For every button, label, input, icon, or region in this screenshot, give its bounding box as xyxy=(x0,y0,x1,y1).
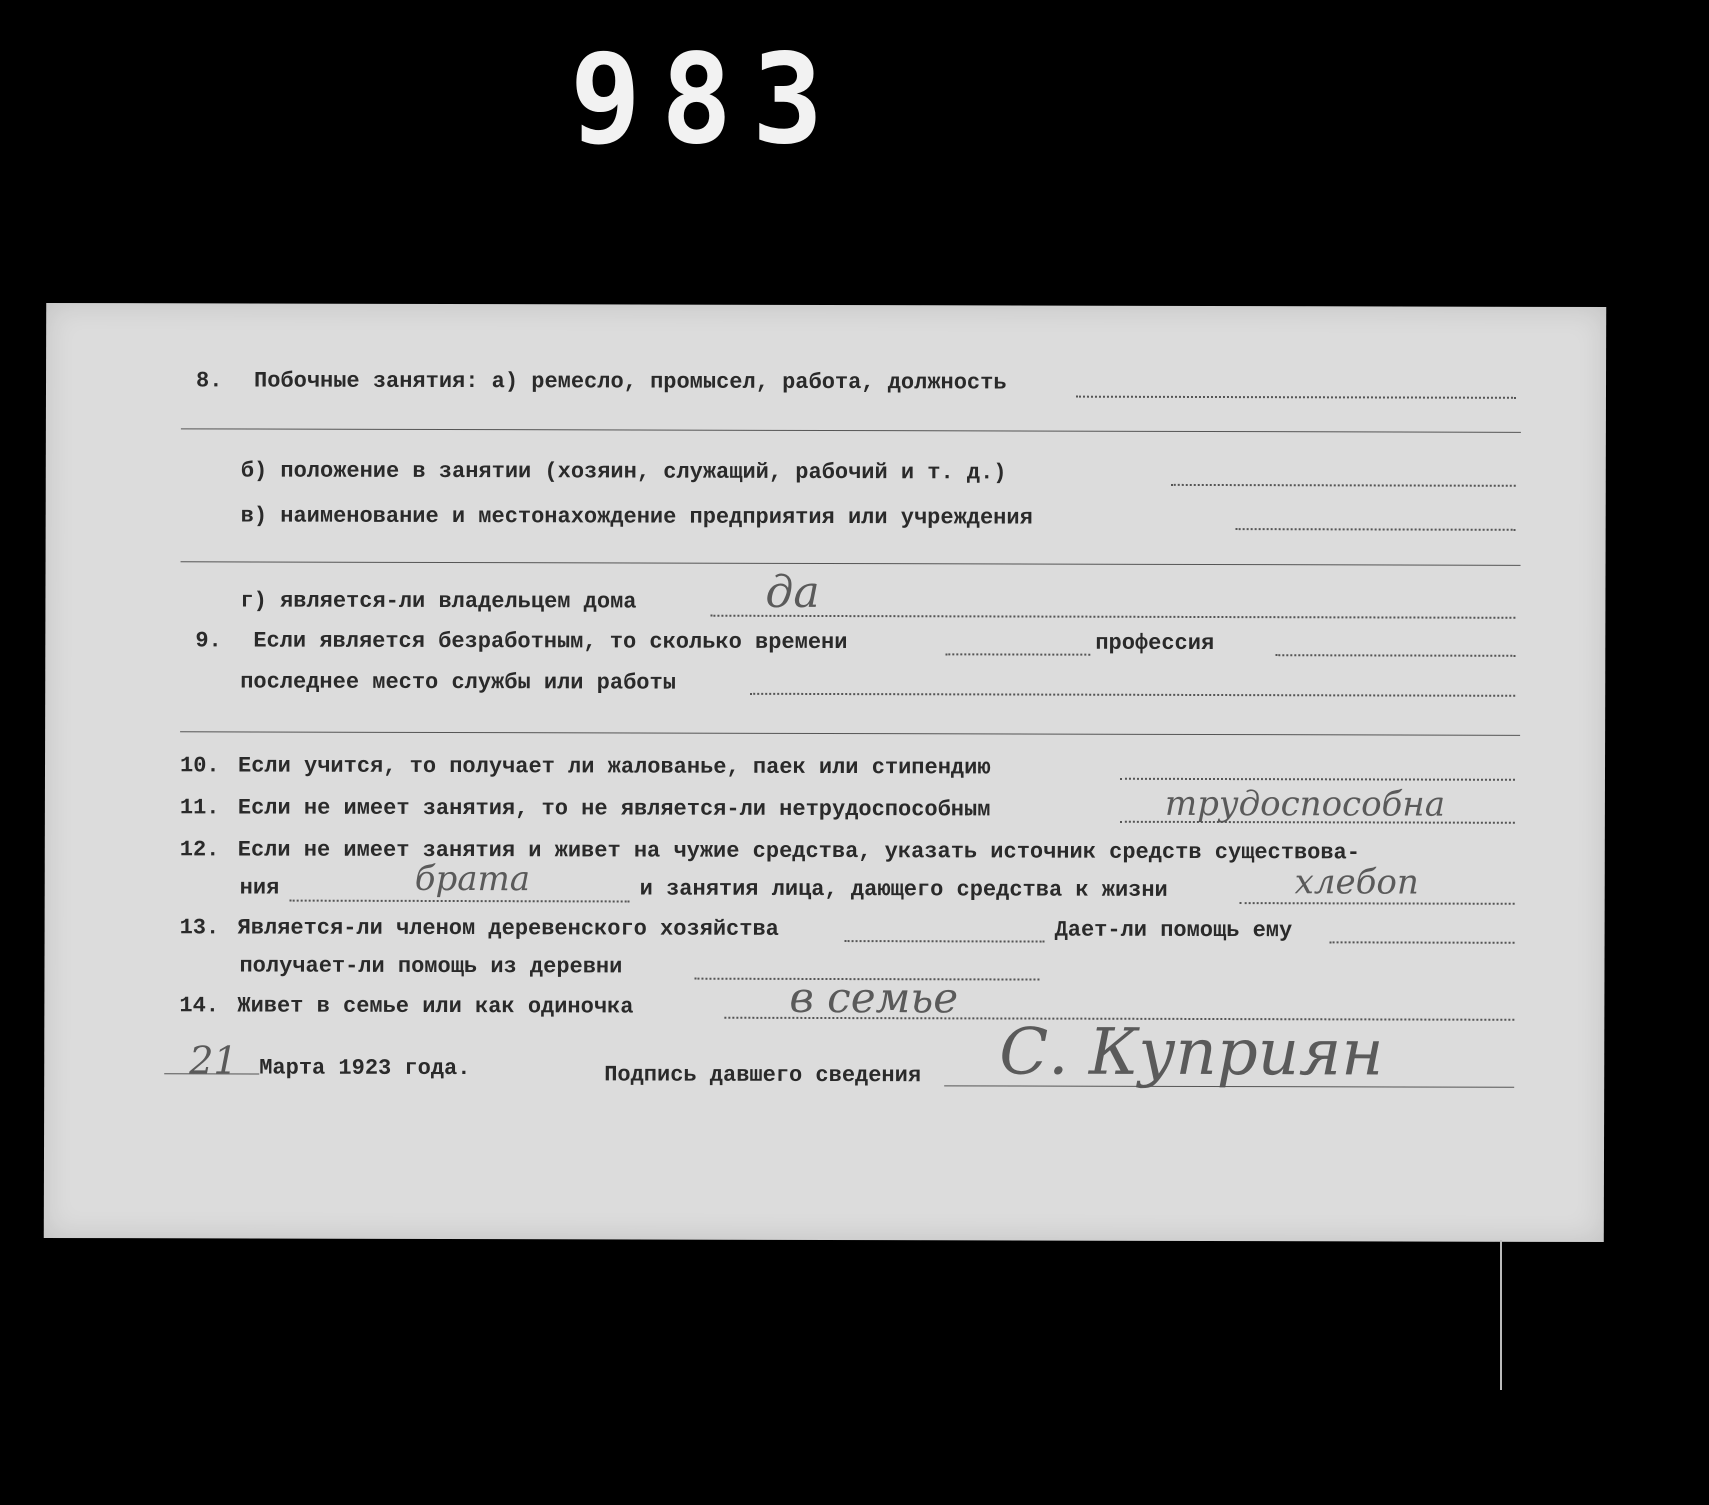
q9-profession-line xyxy=(1275,654,1515,657)
q13-receive-label: получает-ли помощь из деревни xyxy=(239,953,623,980)
q14-answer: в семье xyxy=(789,972,959,1023)
q11-row xyxy=(180,795,991,822)
q8-answer-line xyxy=(1076,396,1516,399)
q8-row xyxy=(196,368,1007,395)
q11-number: 11. xyxy=(179,795,220,821)
q9-lastplace-label: последнее место службы или работы xyxy=(240,669,676,696)
q8g-row xyxy=(240,588,636,614)
q12-provider-row xyxy=(640,877,1168,903)
q9-profession-row xyxy=(1095,631,1214,656)
q8b-label: б) положение в занятии (хозяин, служащий, рабочий и т. д.) xyxy=(240,458,1007,486)
q12-cont-row xyxy=(240,875,280,900)
q12-provider-line xyxy=(1240,902,1515,905)
q13-number: 13. xyxy=(179,915,220,941)
q8v-label: в) наименование и местонахождение предприятия или учреждения xyxy=(240,503,1033,531)
date-day-line xyxy=(164,1073,259,1074)
q9-time-line xyxy=(945,653,1090,655)
date-row xyxy=(259,1056,470,1082)
q8-continuation-line xyxy=(181,428,1521,433)
q12-answer-provider: хлебоп xyxy=(1294,862,1419,903)
q14-number: 14. xyxy=(179,993,220,1019)
date-day: 21 xyxy=(189,1038,238,1083)
q9-lastplace-line xyxy=(750,693,1515,697)
q12-label: Если не имеет занятия и живет на чужие средства, указать источник средств существова- xyxy=(237,837,1361,866)
q13-member-line xyxy=(845,940,1045,943)
q13-help-line xyxy=(1330,941,1515,943)
signature: С. Куприян xyxy=(999,1015,1384,1091)
q9-profession-label: профессия xyxy=(1095,630,1215,657)
q14-row xyxy=(179,993,633,1019)
q8g-answer: да xyxy=(765,566,820,618)
q9-continuation-line xyxy=(180,731,1520,736)
q9-lastplace-row xyxy=(240,669,676,695)
signature-label: Подпись давшего сведения xyxy=(604,1062,922,1089)
q13-receive-row xyxy=(239,953,622,979)
q14-label: Живет в семье или как одиночка xyxy=(237,993,634,1020)
q8v-continuation-line xyxy=(181,561,1521,566)
q9-number: 9. xyxy=(195,628,222,654)
date-text: Марта 1923 года. xyxy=(259,1055,471,1082)
frame-number: 983 xyxy=(570,26,844,172)
q12-provider-label: и занятия лица, дающего средства к жизни xyxy=(639,876,1168,903)
q12-answer-source: брата xyxy=(414,858,531,900)
q12-row xyxy=(180,837,1360,865)
q8v-answer-line xyxy=(1236,528,1516,531)
q8b-answer-line xyxy=(1171,484,1516,487)
q8-label: Побочные занятия: а) ремесло, промысел, работа, должность xyxy=(253,368,1007,396)
form-card xyxy=(44,303,1606,1242)
q8g-answer-line xyxy=(710,615,1515,619)
q13-help-row xyxy=(1055,918,1293,944)
q12-number: 12. xyxy=(179,837,220,863)
film-edge-line xyxy=(1500,1240,1502,1390)
signature-row xyxy=(604,1062,921,1088)
q9-label: Если является безработным, то сколько времени xyxy=(253,628,848,656)
q13-label: Является-ли членом деревенского хозяйства xyxy=(237,915,779,942)
q13-help-label: Дает-ли помощь ему xyxy=(1054,917,1293,944)
q11-answer: трудоспособна xyxy=(1164,783,1446,825)
q9-row xyxy=(195,628,847,655)
q8g-label: г) является-ли владельцем дома xyxy=(240,588,637,615)
q8b-row xyxy=(241,458,1007,485)
q10-number: 10. xyxy=(179,753,220,779)
q12-source-line xyxy=(290,900,630,903)
q10-answer-line xyxy=(1120,778,1515,781)
q8v-row xyxy=(241,503,1033,530)
q10-row xyxy=(180,753,991,780)
q8-number: 8. xyxy=(195,368,223,394)
q11-label: Если не имеет занятия, то не является-ли нетрудоспособным xyxy=(237,795,991,823)
q13-row xyxy=(180,915,779,942)
q12-cont-label: ния xyxy=(239,875,280,901)
q10-label: Если учится, то получает ли жалованье, паек или стипендию xyxy=(237,753,991,781)
